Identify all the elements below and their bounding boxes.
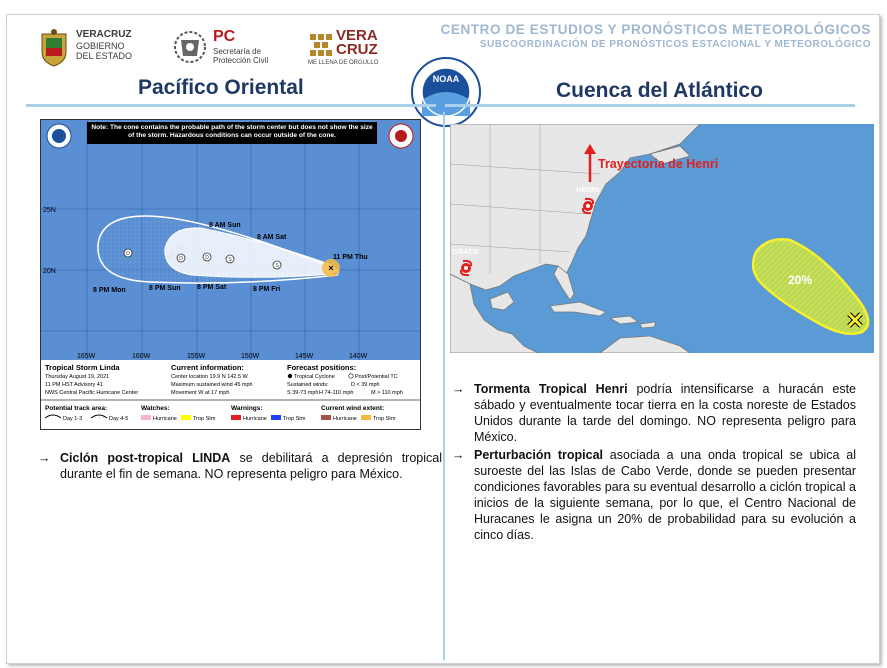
- label-8am-sun: 8 AM Sun: [209, 222, 241, 229]
- label-8pm-sat: 8 PM Sat: [197, 284, 227, 291]
- storm-advisory: 11 PM HST Advisory 41: [45, 382, 103, 388]
- wind-s: S 39-73 mph: [287, 390, 319, 396]
- legend-wind-title: Current wind extent:: [321, 405, 385, 412]
- lat-20n: 20N: [43, 268, 56, 275]
- atlantic-title: Cuenca del Atlántico: [556, 79, 763, 102]
- pacific-cone-graphic: [40, 119, 421, 430]
- cone-note: Note: The cone contains the probable path of the storm center but does not show the size of the storm. Hazardous conditions can occur outside of the cone.: [91, 124, 373, 139]
- legend-warn-title: Warnings:: [231, 405, 263, 412]
- atlantic-bullets: [452, 381, 856, 543]
- forecast-item: Post/Potential TC: [355, 374, 398, 380]
- lon-150w: 150W: [241, 353, 260, 360]
- grace-label: GRACE: [452, 247, 480, 256]
- pacific-bullet-bold: Ciclón post-tropical LINDA: [60, 451, 231, 465]
- arrow-icon: →: [452, 448, 465, 462]
- left-title-underline: [26, 104, 436, 107]
- legend-track-title: Potential track area:: [45, 405, 108, 412]
- point-letter: S: [228, 257, 232, 263]
- label-8pm-fri: 8 PM Fri: [253, 286, 281, 293]
- disturbance-bullet: [452, 447, 856, 543]
- label-8pm-mon: 8 PM Mon: [93, 287, 126, 294]
- henri-label: HENRI: [576, 185, 600, 194]
- veracruz-label: VERACRUZ: [76, 29, 132, 40]
- point-letter: D: [179, 256, 183, 262]
- noaa-text: NOAA: [432, 74, 460, 84]
- lon-165w: 165W: [77, 353, 96, 360]
- pc-emblem-icon: [173, 28, 207, 66]
- henri-bullet-bold: Tormenta Tropical Henri: [474, 382, 628, 396]
- atlantic-outlook-map: [450, 124, 874, 353]
- vera-label: VERA: [336, 27, 378, 44]
- lon-155w: 155W: [187, 353, 206, 360]
- pc-line1: Secretaría de: [213, 47, 262, 56]
- label-8am-sat: 8 AM Sat: [257, 234, 287, 241]
- lon-160w: 160W: [132, 353, 151, 360]
- legend-watch-tropstm: Trop Stm: [193, 416, 216, 422]
- pacific-cone-svg: [41, 120, 420, 429]
- del-estado-label: DEL ESTADO: [76, 51, 133, 61]
- disturbance-bullet-text: asociada a una onda tropical se ubica al suroeste del las Islas de Cabo Verde, donde se pueden presentar condiciones favorables para su eventual desarrollo a ciclón tropical a inicios de la siguiente semana, por lo que, el Centro Nacional de Huracanes le asigna un 20% de probabilidad para su evolución a cinco días.: [474, 448, 856, 542]
- point-letter: D: [126, 251, 130, 257]
- wind-h: H 74-110 mph: [319, 390, 354, 396]
- current-info-line: Center location 19.9 N 142.5 W: [171, 374, 248, 380]
- current-info-title: Current information:: [171, 363, 244, 372]
- current-info-line: Maximum sustained wind 45 mph: [171, 382, 253, 388]
- pacific-bullet-text: se debilitará a depresión tropical durante el fin de semana. NO representa peligro para México.: [60, 451, 442, 481]
- forecast-item: Tropical Cyclone: [294, 374, 335, 380]
- wind-d: D < 39 mph: [351, 382, 380, 388]
- storm-name: Tropical Storm Linda: [45, 363, 120, 372]
- trajectory-label: Trayectoria de Henri: [598, 157, 719, 171]
- subcoordination-name: SUBCOORDINACIÓN DE PRONÓSTICOS ESTACIONAL Y METEOROLÓGICO: [479, 39, 871, 50]
- cruz-label: CRUZ: [336, 41, 378, 58]
- south-america-land: [600, 336, 690, 353]
- brand-pattern-icon: [308, 32, 334, 62]
- storm-date: Thursday August 19, 2021: [45, 374, 110, 380]
- brand-tagline: ME LLENA DE ORGULLO: [308, 60, 379, 66]
- coat-of-arms-icon: [38, 28, 70, 68]
- noaa-logo-icon: [410, 56, 482, 128]
- wind-m: M > 110 mph: [371, 390, 403, 396]
- arrow-icon: →: [452, 382, 465, 396]
- current-info-line: Movement W at 17 mph: [171, 390, 230, 396]
- label-8pm-sun: 8 PM Sun: [149, 285, 181, 292]
- pacific-bullet: [38, 450, 442, 482]
- pacific-title: Pacífico Oriental: [138, 76, 304, 99]
- pc-title: PC: [213, 28, 236, 45]
- lon-145w: 145W: [295, 353, 314, 360]
- arrow-icon: →: [38, 451, 51, 465]
- north-america-land: [450, 124, 700, 290]
- current-position-icon: ×: [328, 263, 334, 273]
- henri-bullet: [452, 381, 856, 445]
- veracruz-brand-logo: [308, 28, 398, 70]
- legend-watch-title: Watches:: [141, 405, 170, 412]
- point-letter: S: [275, 263, 279, 269]
- proteccion-civil-logo: [173, 28, 283, 70]
- legend-wind-hurricane: Hurricane: [333, 416, 357, 422]
- atlantic-map-svg: [450, 124, 874, 353]
- probability-label: 20%: [788, 273, 813, 287]
- lat-25n: 25N: [43, 207, 56, 214]
- label-11pm-thu: 11 PM Thu: [333, 254, 368, 261]
- pc-line2: Protección Civil: [213, 56, 269, 65]
- storm-center: NWS Central Pacific Hurricane Center: [45, 390, 139, 396]
- sustained-winds-label: Sustained winds:: [287, 382, 329, 388]
- lon-140w: 140W: [349, 353, 368, 360]
- forecast-title: Forecast positions:: [287, 363, 357, 372]
- center-name: CENTRO DE ESTUDIOS Y PRONÓSTICOS METEOROLÓGICOS: [440, 22, 871, 37]
- legend-day4-5: Day 4-5: [109, 416, 129, 422]
- legend-warn-tropstm: Trop Stm: [283, 416, 306, 422]
- header-logos: [38, 28, 398, 70]
- veracruz-government-logo: [38, 28, 158, 70]
- disturbance-bullet-bold: Perturbación tropical: [474, 448, 604, 462]
- center-header: [441, 22, 872, 50]
- legend-watch-hurricane: Hurricane: [153, 416, 177, 422]
- column-divider: [443, 112, 445, 660]
- legend-day1-3: Day 1-3: [63, 416, 83, 422]
- legend-warn-hurricane: Hurricane: [243, 416, 267, 422]
- cuba-land: [550, 302, 606, 316]
- gobierno-label: GOBIERNO: [76, 41, 125, 51]
- right-title-underline: [445, 104, 855, 107]
- henri-bullet-text: podría intensificarse a huracán este sábado y eventualmente tocar tierra en la costa noreste de Estados Unidos durante la tarde del domingo. NO representa peligro para México.: [474, 382, 856, 444]
- legend-wind-tropstm: Trop Stm: [373, 416, 396, 422]
- point-letter: D: [205, 255, 209, 261]
